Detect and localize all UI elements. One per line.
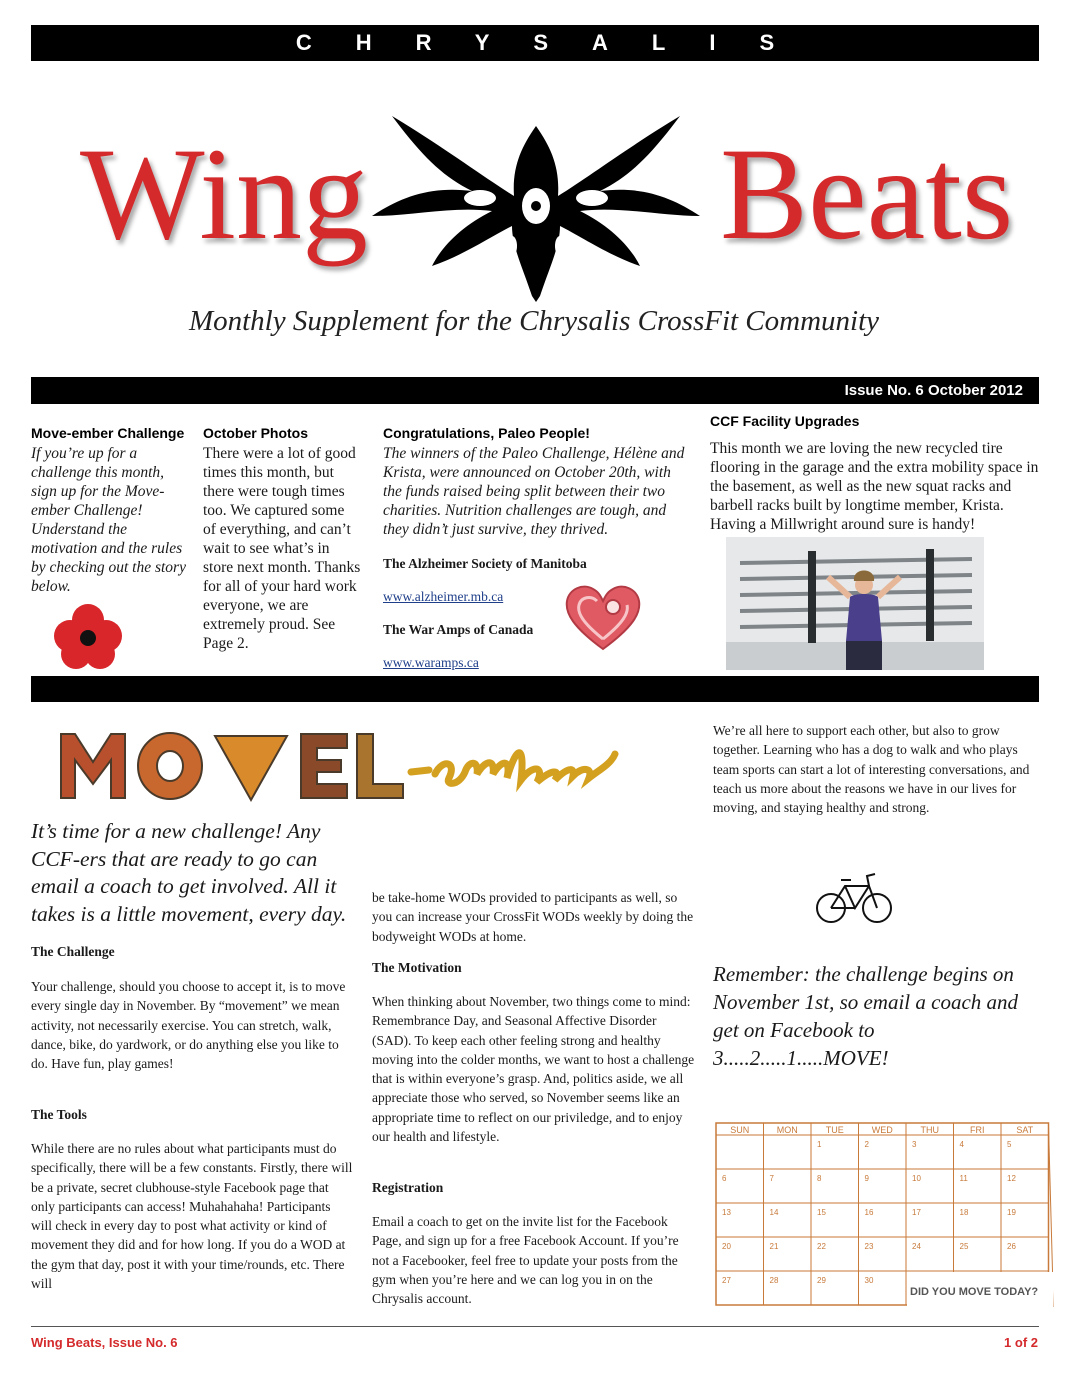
calendar-date: 17 [912,1208,921,1217]
calendar-date: 5 [1007,1140,1012,1149]
calendar-date: 3 [912,1140,917,1149]
calendar-date: 16 [864,1208,874,1217]
calendar-date: 25 [959,1242,969,1251]
calendar-date: 22 [817,1242,826,1251]
november-calendar [712,1117,1054,1307]
calendar-date: 2 [864,1140,869,1149]
title-left: Wing [80,120,368,267]
registration-text: Email a coach to get on the invite list for the Facebook Page, and sign up for a free Facebook Account. If you’re not a Facebooker, feel free to update your posts from the gym when you’re here and we can log you in on the Chrysalis account. [372,1214,679,1307]
registration-heading: Registration [372,1180,444,1195]
calendar-day-label: SAT [1016,1125,1034,1135]
motivation-heading: The Motivation [372,960,462,975]
calendar-date: 18 [959,1208,969,1217]
bicycle-icon [815,870,895,926]
calendar-day-label: WED [871,1125,893,1135]
col4-text: This month we are loving the new recycled tire flooring in the garage and the extra mobility space in the basement, as well as the new squat racks and barbell racks built by longtime member, Krista. Having a Millwright around sure is handy! [710,440,1039,533]
poppy-icon [52,602,124,672]
motivation-text: When thinking about November, two things come to mind: Remembrance Day, and Seasonal Affective Disorder (SAD). To keep each other feeling strong and healthy moving into the colder months, we want to host a challenge that is within everyone’s grasp. And, politics aside, we all appreciate those who served, so November seems like an appropriate time to reflect on our priviledge, and to enjoy our health and lifestyle. [372,994,695,1145]
col3-text: The winners of the Paleo Challenge, Hélène and Krista, were announced on October 20th, with the funds raised being split between their two charities. Nutrition challenges are tough, and they didn’t just survive, they thrived. [383,445,685,538]
calendar-day-label: THU [920,1125,939,1135]
calendar-day-label: FRI [970,1125,985,1135]
charity1-link[interactable]: www.alzheimer.mb.ca [383,589,504,604]
col1-text: If you’re up for a challenge this month, sign up for the Move-ember Challenge! Understand the motivation and the rules by checking out the story below. [31,445,186,595]
calendar-date: 23 [864,1242,874,1251]
issue-label: Issue No. 6 October 2012 [844,382,1023,399]
title-right: Beats [720,120,1014,267]
charity1-name: The Alzheimer Society of Manitoba [383,556,587,571]
move-ember-banner [55,714,625,814]
tools-text-continued: be take-home WODs provided to participants as well, so you can increase your CrossFit WODs weekly by doing the bodyweight WODs at home. [372,890,694,944]
calendar-date: 14 [769,1208,779,1217]
charity2-link[interactable]: www.waramps.ca [383,655,479,670]
calendar-date: 20 [722,1242,731,1251]
col4-heading: CCF Facility Upgrades [710,413,860,429]
reminder-text: Remember: the challenge begins on November 1st, so email a coach and get on Facebook to 3.....2.....1.....MOVE! [713,962,1019,1070]
barbell-rack-photo [726,537,984,670]
calendar-date: 15 [817,1208,826,1217]
col2-heading: October Photos [203,425,309,441]
challenge-heading: The Challenge [31,944,115,959]
calendar-date: 8 [817,1174,822,1183]
calendar-day-label: TUE [825,1125,844,1135]
tools-heading: The Tools [31,1107,87,1122]
calendar-date: 30 [864,1276,874,1285]
calendar-date: 26 [1007,1242,1016,1251]
calendar-date: 10 [912,1174,921,1183]
calendar-date: 13 [722,1208,731,1217]
tagline: Monthly Supplement for the Chrysalis CrossFit Community [188,305,880,337]
calendar-date: 21 [769,1242,779,1251]
calendar-date: 6 [722,1174,727,1183]
support-text: We’re all here to support each other, but also to grow together. Learning who has a dog to walk and who plays team sports can start a lot of interesting conversations, and teach us more about the reasons we have in our lives for moving, and staying healthy and strong. [713,723,1030,816]
col2-text: There were a lot of good times this month, but there were tough times too. We captured some of everything, and can’t wait to see what’s in store next month. Thanks for all of your hard work everyone, we are extremely proud. See Page 2. [203,445,361,652]
calendar-date: 24 [912,1242,921,1251]
calendar-day-label: SUN [730,1125,750,1135]
calendar-date: 28 [769,1276,779,1285]
calendar-date: 12 [1007,1174,1016,1183]
charity2-name: The War Amps of Canada [383,622,534,637]
section-divider [31,676,1039,702]
calendar-day-label: MON [776,1125,798,1135]
calendar-date: 4 [959,1140,964,1149]
footer-page: 1 of 2 [1004,1335,1038,1350]
calendar-date: 9 [864,1174,869,1183]
issue-bar [31,377,1039,404]
tools-text: While there are no rules about what participants must do specifically, there will be a few constants. Firstly, there will be a private, secret clubhouse-style Facebook page that only participants can access! Muhahahaha! Participants will check in every day to post what activity or kind of movement they did and for how long. If you do a WOD at the gym that day, post it with your time/rounds, etc. There will [31,1141,353,1292]
footer-rule [31,1326,1039,1327]
meat-heart-icon [563,583,643,653]
calendar-date: 11 [959,1174,968,1183]
calendar-date: 29 [817,1276,826,1285]
butterfly-logo-icon [362,106,710,302]
calendar-date: 19 [1007,1208,1016,1217]
calendar-date: 7 [769,1174,774,1183]
masthead-org: CHRYSALIS [295,30,819,55]
footer-left: Wing Beats, Issue No. 6 [31,1335,178,1350]
challenge-text: Your challenge, should you choose to accept it, is to move every single day in November. By “movement” we mean activity, not necessarily exercise. You can stretch, walk, dance, bike, do yardwork, or do anything else you like to do. Have fun, play games! [31,979,346,1072]
calendar-date: 1 [817,1140,822,1149]
calendar-footer-text: DID YOU MOVE TODAY? [910,1286,1039,1298]
masthead-org-bar [31,25,1039,61]
calendar-date: 27 [722,1276,731,1285]
article-intro: It’s time for a new challenge! Any CCF-ers that are ready to go can email a coach to get involved. All it takes is a little movement, every day. [31,819,347,926]
col3-heading: Congratulations, Paleo People! [383,425,590,441]
col1-heading: Move-ember Challenge [31,425,185,441]
